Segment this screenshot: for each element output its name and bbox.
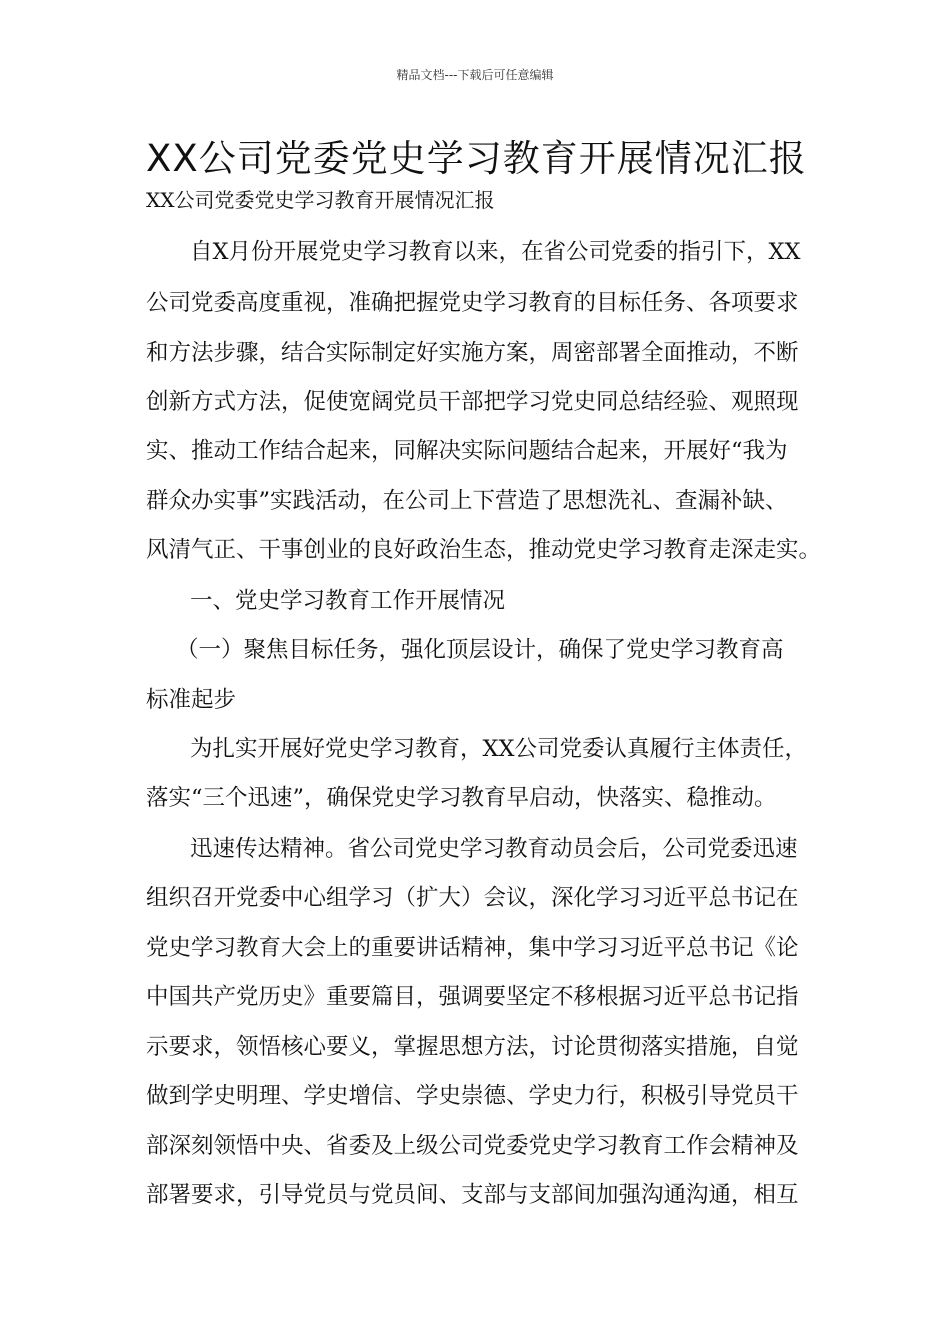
paragraph-line: 中国共产党历史》重要篇目，强调要坚定不移根据习近平总书记指	[146, 984, 799, 1010]
paragraph-line: 公司党委高度重视，准确把握党史学习教育的目标任务、各项要求	[146, 290, 799, 316]
paragraph-line: 群众办实事”实践活动，在公司上下营造了思想洗礼、查漏补缺、	[146, 488, 788, 514]
subsection-heading: （一）聚焦目标任务，强化顶层设计，确保了党史学习教育高	[176, 637, 784, 663]
paragraph-line: 风清气正、干事创业的良好政治生态，推动党史学习教育走深走实。	[146, 537, 822, 563]
paragraph-line: 和方法步骤，结合实际制定好实施方案，周密部署全面推动，不断	[146, 340, 799, 366]
subsection-heading-cont: 标准起步	[146, 687, 237, 713]
paragraph-line: 实、推动工作结合起来，同解决实际问题结合起来，开展好“我为	[146, 438, 788, 464]
paragraph-line: 落实“三个迅速”，确保党史学习教育早启动，快落实、稳推动。	[146, 785, 777, 811]
paragraph-line: 做到学史明理、学史增信、学史崇德、学史力行，积极引导党员干	[146, 1083, 799, 1109]
paragraph-line: 迅速传达精神。省公司党史学习教育动员会后，公司党委迅速	[190, 836, 798, 862]
paragraph-line: 部署要求，引导党员与党员间、支部与支部间加强沟通沟通，相互	[146, 1182, 799, 1208]
page-header-note: 精品文档---下载后可任意编辑	[396, 68, 554, 82]
section-heading: 一、党史学习教育工作开展情况	[190, 588, 506, 614]
paragraph-line: 示要求，领悟核心要义，掌握思想方法，讨论贯彻落实措施，自觉	[146, 1034, 799, 1060]
paragraph-line: 部深刻领悟中央、省委及上级公司党委党史学习教育工作会精神及	[146, 1133, 799, 1159]
paragraph-line: 为扎实开展好党史学习教育，XX公司党委认真履行主体责任，	[190, 736, 808, 762]
paragraph-line: 自X月份开展党史学习教育以来，在省公司党委的指引下，XX	[190, 239, 801, 265]
subtitle-line: XX公司党委党史学习教育开展情况汇报	[146, 188, 495, 212]
document-title: XX公司党委党史学习教育开展情况汇报	[146, 137, 807, 180]
paragraph-line: 党史学习教育大会上的重要讲话精神，集中学习习近平总书记《论	[146, 935, 799, 961]
paragraph-line: 创新方式方法，促使宽阔党员干部把学习党史同总结经验、观照现	[146, 389, 799, 415]
paragraph-line: 组织召开党委中心组学习（扩大）会议，深化学习习近平总书记在	[146, 885, 799, 911]
